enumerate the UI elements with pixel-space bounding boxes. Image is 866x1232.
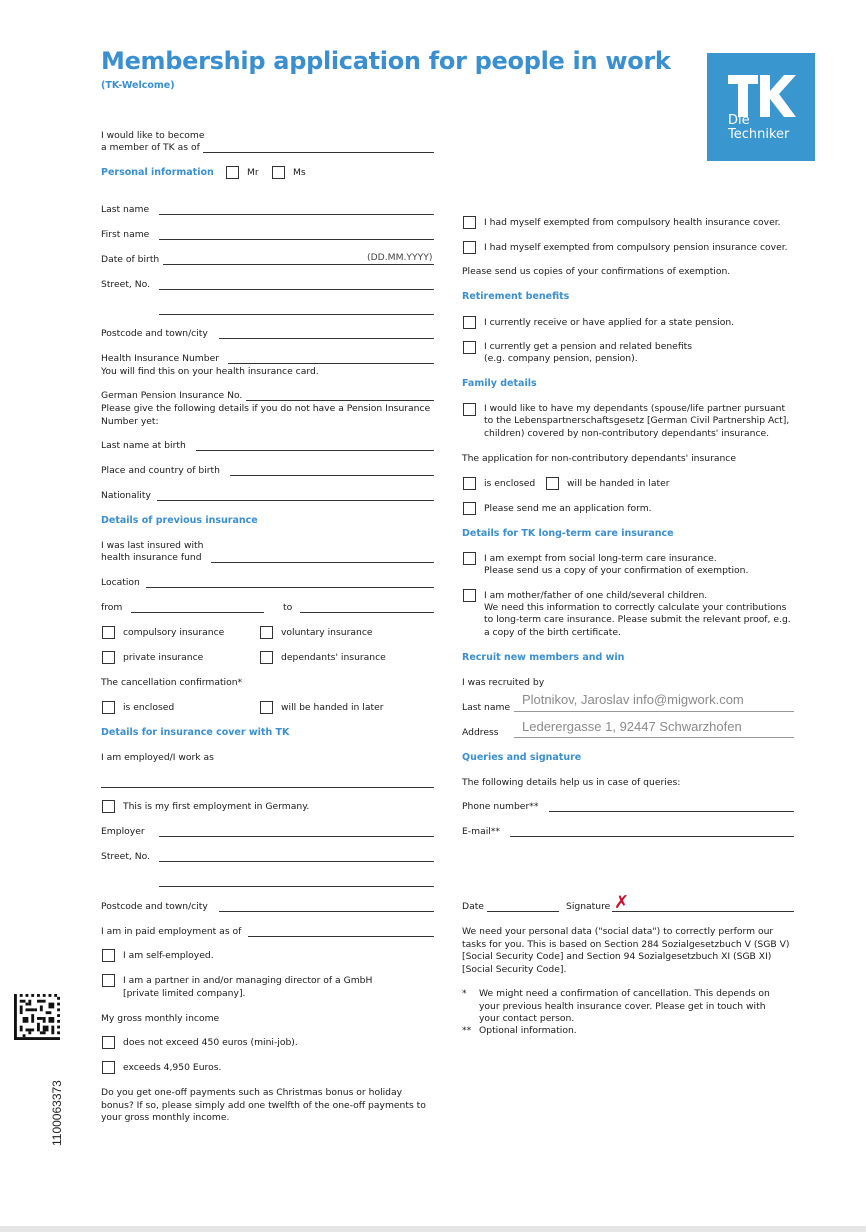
- tk-logo-mark-icon: [728, 75, 796, 117]
- email-field[interactable]: [510, 836, 794, 837]
- private-label: private insurance: [123, 652, 204, 663]
- dependants-label: dependants' insurance: [281, 652, 386, 663]
- partner-label-2: [private limited company].: [123, 988, 246, 999]
- state-pension-label: I currently receive or have applied for a state pension.: [484, 317, 735, 328]
- place-birth-field[interactable]: [230, 475, 434, 476]
- paid-employment-field[interactable]: [248, 936, 434, 937]
- self-employed-label: I am self-employed.: [123, 950, 214, 961]
- mini-job-checkbox[interactable]: [102, 1036, 115, 1049]
- first-employment-label: This is my first employment in Germany.: [123, 801, 310, 812]
- dob-label: Date of birth: [101, 254, 160, 265]
- cancel-later-checkbox[interactable]: [260, 701, 273, 714]
- footnote-2-mark: **: [462, 1025, 472, 1036]
- pension-no-field[interactable]: [246, 400, 434, 401]
- related-benefits-label-2: (e.g. company pension, pension).: [484, 353, 638, 364]
- dependants-cover-label-1: I would like to have my dependants (spouse/life partner pursuant: [484, 403, 786, 414]
- exempt-pension-checkbox[interactable]: [463, 241, 476, 254]
- datamatrix-code-icon: [14, 994, 60, 1040]
- ltc-exempt-checkbox[interactable]: [463, 552, 476, 565]
- nationality-field[interactable]: [157, 500, 434, 501]
- exceeds-checkbox[interactable]: [102, 1061, 115, 1074]
- employed-as-field[interactable]: [101, 787, 434, 788]
- recruiter-last-name-field[interactable]: [514, 711, 794, 712]
- dependants-checkbox[interactable]: [260, 651, 273, 664]
- first-name-field[interactable]: [159, 239, 434, 240]
- date-field[interactable]: [487, 911, 559, 912]
- insurance-fund-field[interactable]: [211, 562, 434, 563]
- employed-as-label: I am employed/I work as: [101, 752, 214, 763]
- cover-heading: Details for insurance cover with TK: [101, 727, 290, 738]
- footnote-2-text: Optional information.: [479, 1025, 577, 1036]
- last-name-birth-label: Last name at birth: [101, 440, 186, 451]
- dependants-cover-label-2: to the Lebenspartnerschaftsgesetz [German Civil Partnership Act],: [484, 415, 790, 426]
- app-later-label: will be handed in later: [567, 478, 670, 489]
- employer-street-field[interactable]: [159, 861, 434, 862]
- app-enclosed-label: is enclosed: [484, 478, 536, 489]
- recruiter-last-name-label: Last name: [462, 702, 511, 713]
- ltc-heading: Details for TK long-term care insurance: [462, 528, 674, 539]
- signature-label: Signature: [566, 901, 611, 912]
- recruit-heading: Recruit new members and win: [462, 652, 625, 663]
- app-later-checkbox[interactable]: [546, 477, 559, 490]
- cancel-conf-label: The cancellation confirmation*: [101, 677, 243, 688]
- location-field[interactable]: [146, 587, 434, 588]
- compulsory-label: compulsory insurance: [123, 627, 225, 638]
- form-title: Membership application for people in work: [101, 47, 671, 75]
- exempt-health-label: I had myself exempted from compulsory health insurance cover.: [484, 217, 781, 228]
- mr-checkbox[interactable]: [226, 166, 239, 179]
- become-label-2: a member of TK as of: [101, 142, 200, 153]
- retirement-heading: Retirement benefits: [462, 291, 570, 302]
- parent-checkbox[interactable]: [463, 589, 476, 602]
- application-text: The application for non-contributory dependants' insurance: [462, 453, 737, 464]
- logo-text-die: Die: [728, 113, 750, 128]
- location-label: Location: [101, 577, 140, 588]
- postcode-field[interactable]: [219, 338, 434, 339]
- first-employment-checkbox[interactable]: [102, 800, 115, 813]
- from-label: from: [101, 602, 123, 613]
- state-pension-checkbox[interactable]: [463, 316, 476, 329]
- oneoff-text: Do you get one-off payments such as Christmas bonus or holiday bonus? If so, please simply add one twelfth of the one-off payments to your gross monthly income.: [101, 1087, 426, 1123]
- paid-employment-label: I am in paid employment as of: [101, 926, 242, 937]
- parent-label-4: a copy of the birth certificate.: [484, 627, 621, 638]
- date-label: Date: [462, 901, 484, 912]
- gross-income-label: My gross monthly income: [101, 1013, 220, 1024]
- employer-label: Employer: [101, 826, 145, 837]
- parent-label-1: I am mother/father of one child/several children.: [484, 590, 708, 601]
- logo-text-techniker: Techniker: [728, 127, 790, 142]
- voluntary-label: voluntary insurance: [281, 627, 373, 638]
- voluntary-checkbox[interactable]: [260, 626, 273, 639]
- send-form-checkbox[interactable]: [463, 502, 476, 515]
- health-no-field[interactable]: [228, 363, 434, 364]
- phone-field[interactable]: [549, 811, 794, 812]
- recruiter-address-field[interactable]: [514, 737, 794, 738]
- family-heading: Family details: [462, 378, 537, 389]
- dependants-cover-label-3: children) covered by non-contributory dependants' insurance.: [484, 428, 770, 439]
- last-insured-label-2: health insurance fund: [101, 552, 202, 563]
- employer-street-label: Street, No.: [101, 851, 151, 862]
- personal-info-heading: Personal information: [101, 167, 214, 178]
- health-no-label: Health Insurance Number: [101, 353, 219, 364]
- tk-logo: [707, 53, 815, 161]
- ms-checkbox[interactable]: [272, 166, 285, 179]
- recruiter-last-name-value[interactable]: Plotnikov, Jaroslav info@migwork.com: [522, 692, 744, 707]
- last-name-field[interactable]: [159, 214, 434, 215]
- self-employed-checkbox[interactable]: [102, 949, 115, 962]
- employer-postcode-label: Postcode and town/city: [101, 901, 208, 912]
- dependants-cover-checkbox[interactable]: [463, 403, 476, 416]
- related-benefits-label-1: I currently get a pension and related benefits: [484, 341, 693, 352]
- health-no-hint: You will find this on your health insurance card.: [101, 366, 319, 377]
- footnote-1-mark: *: [462, 988, 467, 999]
- pension-no-hint: Please give the following details if you do not have a Pension Insurance Number yet:: [101, 403, 431, 427]
- cancel-enclosed-checkbox[interactable]: [102, 701, 115, 714]
- pension-no-label: German Pension Insurance No.: [101, 390, 243, 401]
- employer-field[interactable]: [159, 836, 434, 837]
- cancel-later-label: will be handed in later: [281, 702, 384, 713]
- place-birth-label: Place and country of birth: [101, 465, 220, 476]
- dob-hint: (DD.MM.YYYY): [367, 252, 433, 263]
- ltc-exempt-label-2: Please send us a copy of your confirmation of exemption.: [484, 565, 749, 576]
- mini-job-label: does not exceed 450 euros (mini-job).: [123, 1037, 298, 1048]
- recruited-by-label: I was recruited by: [462, 677, 545, 688]
- parent-label-3: to long-term care insurance. Please submit the relevant proof, e.g.: [484, 614, 791, 625]
- signature-mark-icon: ✗: [614, 892, 630, 913]
- private-checkbox[interactable]: [102, 651, 115, 664]
- exempt-health-checkbox[interactable]: [463, 216, 476, 229]
- phone-label: Phone number**: [462, 801, 539, 812]
- ltc-exempt-label-1: I am exempt from social long-term care insurance.: [484, 553, 717, 564]
- first-name-label: First name: [101, 229, 150, 240]
- signature-field[interactable]: [612, 911, 794, 912]
- parent-label-2: We need this information to correctly calculate your contributions: [484, 602, 787, 613]
- document-number: 1100063373: [50, 1080, 64, 1146]
- ms-label: Ms: [293, 167, 306, 178]
- data-protection-text: We need your personal data ("social data") to correctly perform our tasks for you. This is based on Section 284 Sozialgesetzbuch V (SGB V) [Social Security Code] and Section 94 Sozialgesetzbuch XI (SGB XI) [Social Security Code].: [462, 926, 790, 975]
- partner-checkbox[interactable]: [102, 974, 115, 987]
- queries-heading: Queries and signature: [462, 752, 582, 763]
- street-field-line2[interactable]: [159, 314, 434, 315]
- become-label-1: I would like to become: [101, 130, 205, 141]
- bottom-border: [0, 1226, 866, 1232]
- recruiter-address-label: Address: [462, 727, 499, 738]
- cancel-enclosed-label: is enclosed: [123, 702, 175, 713]
- nationality-label: Nationality: [101, 490, 151, 501]
- related-benefits-checkbox[interactable]: [463, 341, 476, 354]
- prev-insurance-heading: Details of previous insurance: [101, 515, 258, 526]
- partner-label-1: I am a partner in and/or managing director of a GmbH: [123, 975, 373, 986]
- to-date-field[interactable]: [300, 612, 434, 613]
- from-date-field[interactable]: [131, 612, 264, 613]
- app-enclosed-checkbox[interactable]: [463, 477, 476, 490]
- send-copies-text: Please send us copies of your confirmations of exemption.: [462, 266, 731, 277]
- footnote-1-text: We might need a confirmation of cancellation. This depends on your previous health insurance cover. Please get in touch with your contact person.: [479, 988, 770, 1024]
- compulsory-checkbox[interactable]: [102, 626, 115, 639]
- send-form-label: Please send me an application form.: [484, 503, 652, 514]
- employer-postcode-field[interactable]: [219, 911, 434, 912]
- form-subtitle: (TK-Welcome): [101, 80, 175, 91]
- exceeds-label: exceeds 4,950 Euros.: [123, 1062, 222, 1073]
- last-name-label: Last name: [101, 204, 150, 215]
- street-label: Street, No.: [101, 279, 151, 290]
- exempt-pension-label: I had myself exempted from compulsory pension insurance cover.: [484, 242, 788, 253]
- email-label: E-mail**: [462, 826, 500, 837]
- queries-text: The following details help us in case of queries:: [462, 777, 681, 788]
- street-field[interactable]: [159, 289, 434, 290]
- postcode-label: Postcode and town/city: [101, 328, 208, 339]
- to-label: to: [283, 602, 293, 613]
- employer-street-field-line2[interactable]: [159, 886, 434, 887]
- membership-date-field[interactable]: [203, 152, 434, 153]
- last-name-birth-field[interactable]: [196, 450, 434, 451]
- recruiter-address-value[interactable]: Lederergasse 1, 92447 Schwarzhofen: [522, 719, 742, 734]
- last-insured-label-1: I was last insured with: [101, 540, 204, 551]
- mr-label: Mr: [247, 167, 259, 178]
